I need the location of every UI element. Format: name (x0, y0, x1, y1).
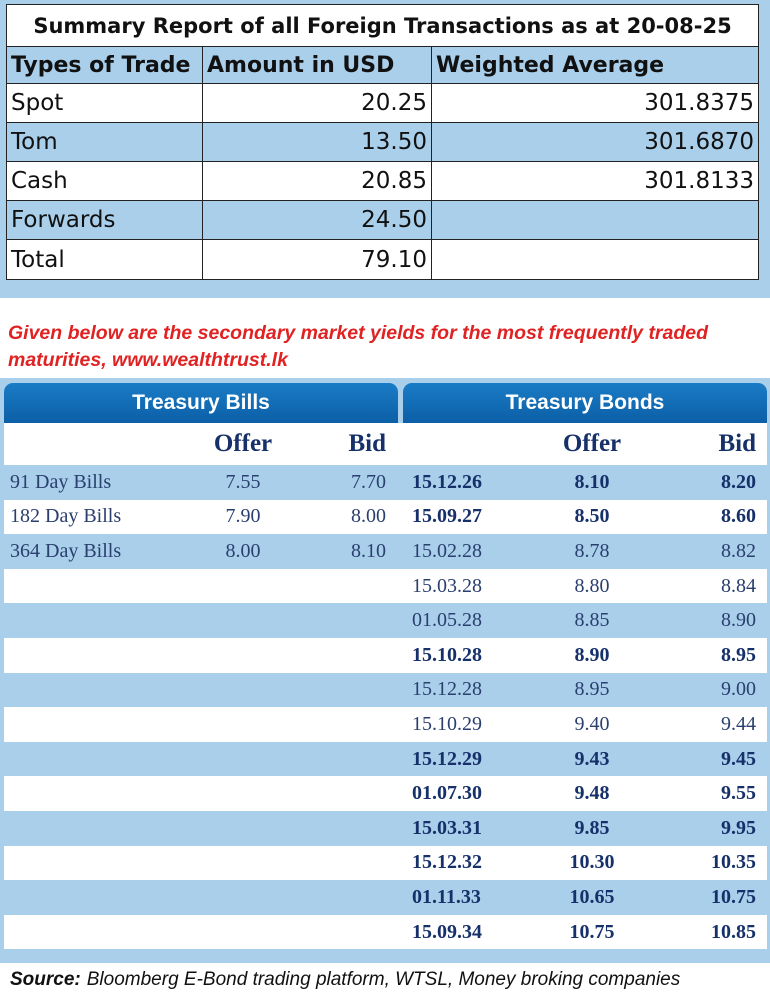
bond-maturity: 15.12.32 (412, 851, 482, 874)
source-text: Bloomberg E-Bond trading platform, WTSL, Money broking companies (86, 969, 681, 990)
bond-maturity: 01.05.28 (412, 609, 482, 632)
trade-weighted-average (432, 240, 759, 280)
table-row (4, 880, 767, 915)
bond-offer: 10.30 (569, 851, 615, 874)
bond-offer: 8.95 (574, 678, 610, 701)
summary-row-total (7, 240, 759, 280)
bond-offer: 8.50 (574, 505, 610, 528)
table-row (4, 915, 767, 950)
trade-type: Total (7, 240, 203, 280)
table-row (4, 846, 767, 881)
bond-bid: 10.85 (711, 920, 756, 943)
table-row (4, 465, 767, 500)
yields-header-row (4, 423, 767, 465)
summary-row-spot (7, 84, 759, 123)
header-types-of-trade: Types of Trade (7, 47, 203, 84)
bill-name: 91 Day Bills (10, 470, 112, 493)
treasury-bills-header: Treasury Bills (4, 383, 398, 423)
table-row (4, 534, 767, 569)
bond-offer: 9.43 (574, 747, 610, 770)
bond-offer: 8.10 (574, 470, 610, 493)
bond-bid: 9.95 (721, 816, 756, 839)
table-row (4, 673, 767, 708)
bond-offer: 9.85 (574, 816, 610, 839)
bond-offer: 8.85 (574, 609, 610, 632)
bond-maturity: 01.07.30 (412, 782, 482, 805)
bond-bid: 10.35 (711, 851, 756, 874)
trade-weighted-average: 301.8375 (432, 84, 759, 123)
bill-offer: 7.55 (225, 470, 261, 493)
bond-maturity: 15.09.27 (412, 505, 482, 528)
bond-offer: 9.40 (574, 712, 610, 735)
bond-offer: 10.75 (569, 920, 615, 943)
bond-maturity: 15.12.26 (412, 470, 482, 493)
summary-row-cash (7, 162, 759, 201)
bond-bid: 9.00 (721, 678, 756, 701)
summary-row-forwards (7, 201, 759, 240)
bond-bid: 8.20 (721, 470, 756, 493)
header-weighted-average: Weighted Average (432, 47, 759, 84)
bond-offer: 8.80 (574, 574, 610, 597)
intro-text: Given below are the secondary market yields for the most frequently traded maturities, www.wealthtrust.lk (8, 322, 709, 371)
trade-weighted-average: 301.6870 (432, 123, 759, 162)
table-row (4, 500, 767, 535)
treasury-bonds-header: Treasury Bonds (403, 383, 767, 423)
trade-amount: 24.50 (203, 201, 432, 240)
table-row (4, 776, 767, 811)
bills-offer-header: Offer (213, 430, 273, 457)
bond-bid: 8.95 (721, 643, 756, 666)
bond-bid: 8.90 (721, 609, 756, 632)
bond-bid: 8.84 (721, 574, 756, 597)
summary-row-tom (7, 123, 759, 162)
bill-offer: 7.90 (225, 505, 261, 528)
bond-offer: 9.48 (574, 782, 610, 805)
bonds-bid-header: Bid (718, 430, 756, 457)
bond-maturity: 01.11.33 (412, 885, 481, 908)
trade-weighted-average: 301.8133 (432, 162, 759, 201)
trade-type: Tom (7, 123, 203, 162)
table-row (4, 603, 767, 638)
bond-bid: 9.45 (721, 747, 756, 770)
summary-title: Summary Report of all Foreign Transactions as at 20-08-25 (7, 5, 759, 47)
table-row (4, 638, 767, 673)
trade-type: Forwards (7, 201, 203, 240)
summary-table (6, 4, 759, 280)
yields-panel (0, 378, 770, 963)
table-row (4, 569, 767, 604)
bond-offer: 8.90 (574, 643, 610, 666)
bond-maturity: 15.12.28 (412, 678, 482, 701)
bonds-offer-header: Offer (562, 430, 622, 457)
trade-weighted-average (432, 201, 759, 240)
bond-bid: 9.44 (721, 712, 756, 735)
bond-maturity: 15.03.28 (412, 574, 482, 597)
trade-amount: 20.25 (203, 84, 432, 123)
bond-offer: 10.65 (569, 885, 615, 908)
header-amount-usd: Amount in USD (203, 47, 432, 84)
table-row (4, 811, 767, 846)
table-row (4, 742, 767, 777)
yields-table (4, 423, 767, 949)
trade-type: Cash (7, 162, 203, 201)
source-label: Source: (10, 969, 81, 990)
bills-bid-header: Bid (348, 430, 386, 457)
bond-bid: 8.82 (721, 539, 756, 562)
summary-panel (0, 0, 770, 298)
bill-bid: 7.70 (351, 470, 386, 493)
table-row (4, 707, 767, 742)
bond-bid: 8.60 (721, 505, 756, 528)
trade-amount: 13.50 (203, 123, 432, 162)
bond-maturity: 15.12.29 (412, 747, 482, 770)
trade-amount: 20.85 (203, 162, 432, 201)
trade-type: Spot (7, 84, 203, 123)
bill-name: 364 Day Bills (10, 539, 122, 562)
bond-bid: 10.75 (711, 885, 756, 908)
bond-maturity: 15.09.34 (412, 920, 482, 943)
bill-offer: 8.00 (225, 539, 261, 562)
trade-amount: 79.10 (203, 240, 432, 280)
bond-maturity: 15.10.29 (412, 712, 482, 735)
bond-maturity: 15.10.28 (412, 643, 482, 666)
bill-bid: 8.00 (351, 505, 386, 528)
bond-offer: 8.78 (574, 539, 610, 562)
source-note (10, 964, 770, 996)
bill-bid: 8.10 (351, 539, 386, 562)
bond-bid: 9.55 (721, 782, 756, 805)
summary-header-row (7, 47, 759, 84)
bill-name: 182 Day Bills (10, 505, 122, 528)
bond-maturity: 15.02.28 (412, 539, 482, 562)
bond-maturity: 15.03.31 (412, 816, 482, 839)
